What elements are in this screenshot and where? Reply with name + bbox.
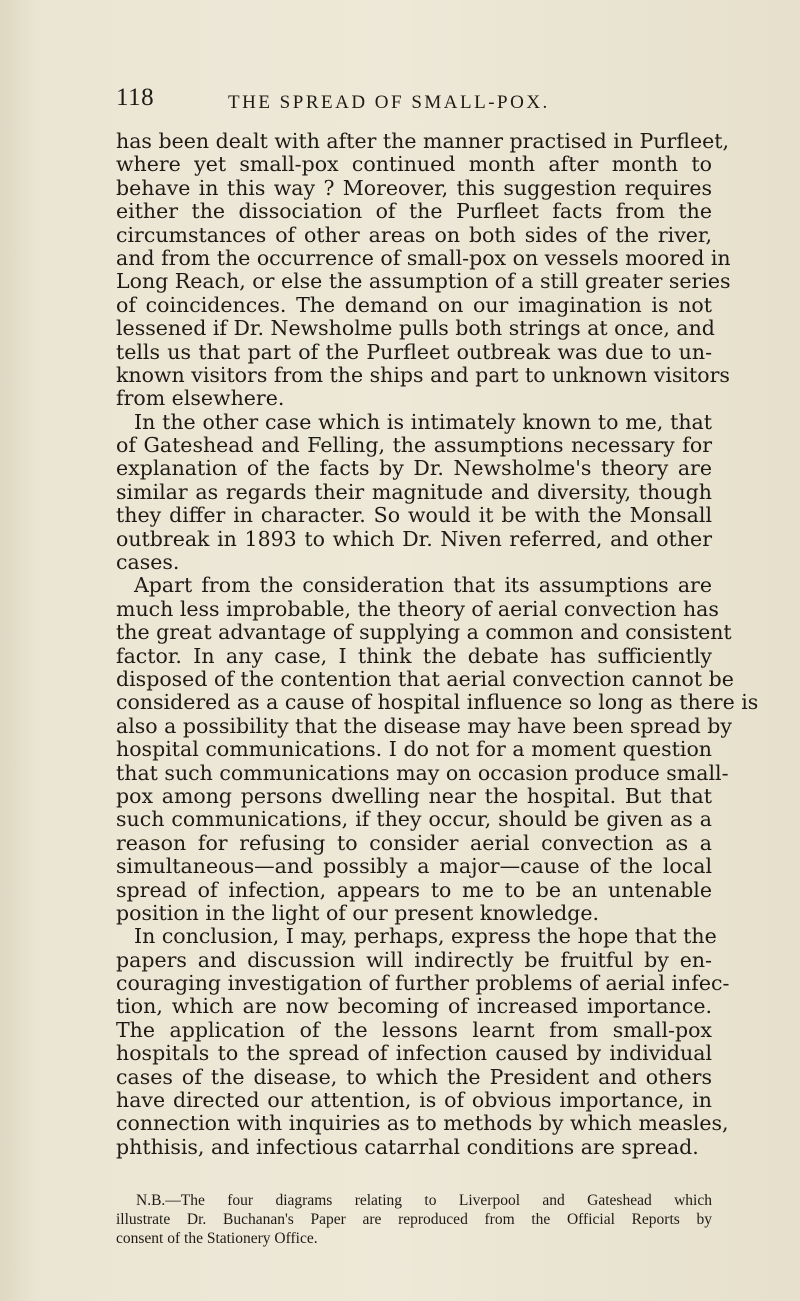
text-line: of Gateshead and Felling, the assumptions necessary for	[116, 433, 712, 458]
paragraph-start-line: In conclusion, I may, perhaps, express the hope that the	[134, 924, 717, 949]
text-line: The application of the lessons learnt from small-pox	[116, 1017, 712, 1042]
text-line: where yet small-pox continued month after month to	[116, 152, 712, 177]
text-line: similar as regards their magnitude and diversity, though	[116, 479, 712, 504]
body-text	[116, 129, 759, 1159]
text-line: hospitals to the spread of infection caused by individual	[116, 1041, 712, 1066]
text-line: much less improbable, the theory of aerial convection has	[116, 596, 719, 621]
paragraph-start-line: Apart from the consideration that its assumptions are	[134, 573, 712, 598]
text-line: disposed of the contention that aerial convection cannot be	[116, 666, 734, 691]
footnote-line: N.B.—The four diagrams relating to Liverpool and Gateshead which	[136, 1192, 712, 1209]
text-line: connection with inquiries as to methods by which measles,	[116, 1111, 729, 1136]
text-line: considered as a cause of hospital influence so long as there is	[116, 690, 759, 715]
text-line: that such communications may on occasion produce small-	[116, 760, 729, 785]
text-line: Long Reach, or else the assumption of a still greater series	[116, 269, 731, 294]
text-line: the great advantage of supplying a common and consistent	[116, 620, 732, 645]
text-line: such communications, if they occur, should be given as a	[116, 807, 712, 832]
text-line: position in the light of our present knowledge.	[116, 900, 600, 925]
text-line: hospital communications. I do not for a moment question	[116, 737, 712, 762]
page-number: 118	[116, 84, 155, 111]
text-line: of coincidences. The demand on our imagination is not	[116, 292, 712, 317]
text-line: simultaneous—and possibly a major—cause of the local	[116, 854, 712, 879]
text-line: pox among persons dwelling near the hospital. But that	[116, 783, 712, 808]
text-line: outbreak in 1893 to which Dr. Niven referred, and other	[116, 526, 712, 551]
text-line: factor. In any case, I think the debate has sufficiently	[116, 643, 712, 668]
text-line: circumstances of other areas on both sides of the river,	[116, 222, 712, 247]
text-line: spread of infection, appears to me to be an untenable	[116, 877, 712, 902]
text-line: couraging investigation of further problems of aerial infec-	[116, 971, 730, 996]
text-line: and from the occurrence of small-pox on vessels moored in	[116, 245, 731, 270]
text-line: either the dissociation of the Purfleet facts from the	[116, 199, 712, 224]
paragraph-start-line: In the other case which is intimately known to me, that	[134, 409, 712, 434]
text-line: papers and discussion will indirectly be fruitful by en-	[116, 947, 712, 972]
text-line: behave in this way ? Moreover, this suggestion requires	[116, 175, 712, 200]
text-line: known visitors from the ships and part to unknown visitors	[116, 362, 730, 387]
page-header	[116, 84, 736, 124]
text-line: have directed our attention, is of obvious importance, in	[116, 1088, 712, 1113]
text-line: tion, which are now becoming of increased importance.	[116, 994, 712, 1019]
text-line: explanation of the facts by Dr. Newsholme's theory are	[116, 456, 712, 481]
footnote-line: consent of the Stationery Office.	[116, 1230, 318, 1247]
text-line: they differ in character. So would it be with the Monsall	[116, 503, 712, 528]
footnote-line: illustrate Dr. Buchanan's Paper are reproduced from the Official Reports by	[116, 1211, 712, 1228]
text-line: phthisis, and infectious catarrhal conditions are spread.	[116, 1134, 699, 1159]
footnote	[116, 1191, 712, 1248]
text-line: cases.	[116, 550, 180, 575]
text-line: from elsewhere.	[116, 386, 285, 411]
text-line: cases of the disease, to which the President and others	[116, 1064, 712, 1089]
running-head: THE SPREAD OF SMALL-POX.	[228, 92, 550, 113]
text-line: has been dealt with after the manner practised in Purfleet,	[116, 129, 729, 153]
text-line: reason for refusing to consider aerial convection as a	[116, 830, 712, 855]
text-line: tells us that part of the Purfleet outbreak was due to un-	[116, 339, 712, 364]
text-line: also a possibility that the disease may have been spread by	[116, 713, 732, 738]
text-line: lessened if Dr. Newsholme pulls both strings at once, and	[116, 316, 715, 341]
